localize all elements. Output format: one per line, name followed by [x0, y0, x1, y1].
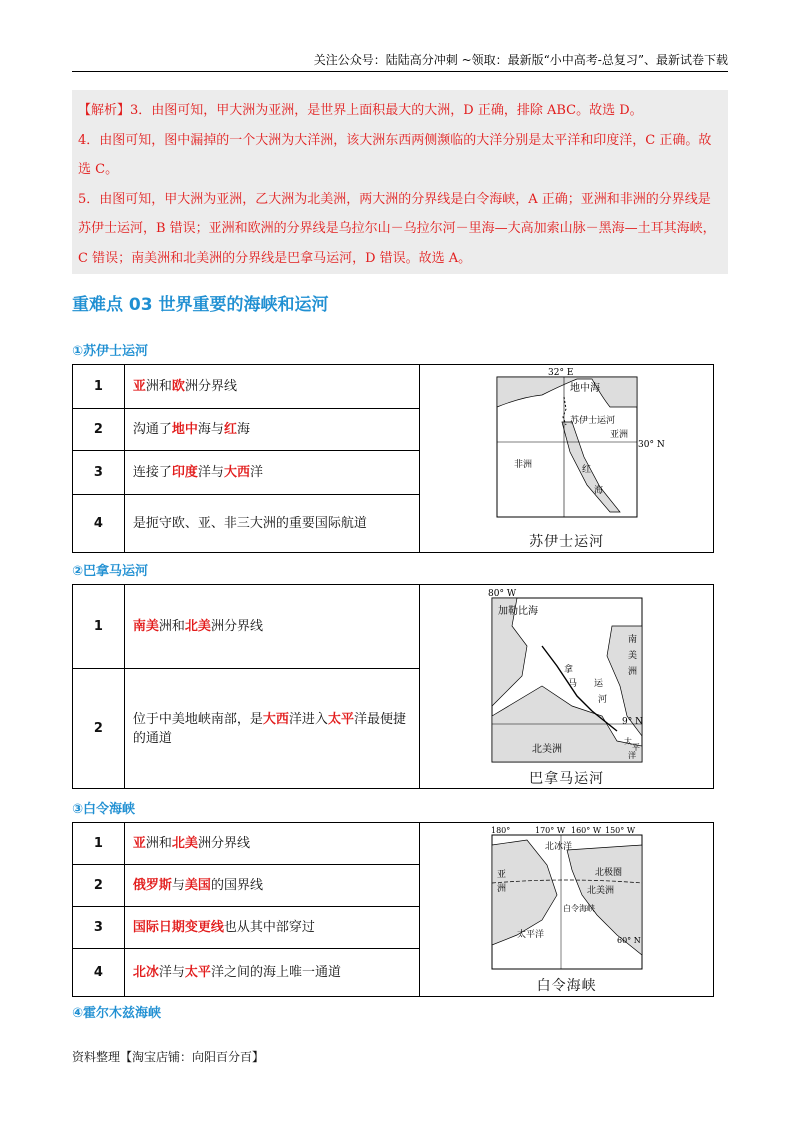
- map-label: 洲: [627, 666, 637, 677]
- header-rule: [72, 71, 728, 72]
- section-title: 重难点 03 世界重要的海峡和运河: [72, 295, 329, 315]
- suez-table: [72, 364, 714, 553]
- text-segment: 是扼守欧、亚、非三大洲的重要国际航道: [132, 516, 367, 531]
- row-number: 3: [73, 451, 125, 495]
- map-caption: 巴拿马运河: [529, 770, 605, 787]
- map-caption: 白令海峡: [536, 977, 597, 994]
- highlight-term: 欧: [171, 379, 185, 394]
- text-segment: 位于中美地峡南部，是: [132, 711, 263, 727]
- map-label: 9° N: [621, 716, 643, 727]
- text-segment: 洋之间的海上唯一通道: [210, 965, 341, 980]
- highlight-term: 美国: [184, 878, 211, 893]
- highlight-term: 俄罗斯: [132, 878, 172, 893]
- highlight-term: 亚: [132, 379, 146, 394]
- map-label: 白令海峡: [562, 903, 595, 913]
- panama-map-graphic: [482, 586, 652, 764]
- map-label: 160° W: [570, 825, 601, 835]
- highlight-term: 红: [223, 422, 237, 437]
- map-label: 北美洲: [586, 885, 614, 896]
- text-segment: 洲和: [145, 379, 172, 394]
- text-segment: 洲和: [158, 619, 185, 634]
- map-caption: 苏伊士运河: [529, 533, 605, 550]
- map-label: 苏伊士运河: [569, 415, 615, 426]
- map-label: 180°: [490, 825, 510, 835]
- subsection-title-suez: ①苏伊士运河: [72, 344, 149, 359]
- bering-table: [72, 822, 714, 997]
- analysis-line-5: 5．由图可知，甲大洲为亚洲，乙大洲为北美洲，两大洲的分界线是白令海峡，A 正确；亚洲和非洲的分界线是苏伊士运河，B 错误；亚洲和欧洲的分界线是乌拉尔山－乌拉尔河－里海—大高加索山脉－黑海—土耳其海峡，C 错误；南美洲和北美洲的分界线是巴拿马运河，D 错误。故选 A。: [78, 191, 716, 266]
- map-label: 亚洲: [609, 429, 628, 440]
- text-segment: 也从其中部穿过: [223, 920, 315, 935]
- row-number: 4: [73, 949, 125, 997]
- map-label: 加勒比海: [497, 605, 538, 617]
- map-label: 北美洲: [531, 743, 562, 755]
- map-label: 运: [593, 678, 603, 689]
- highlight-term: 太平: [327, 711, 354, 727]
- row-text: [124, 865, 419, 907]
- panama-map: [482, 586, 652, 788]
- bering-map: [487, 825, 647, 995]
- row-text: [124, 409, 419, 451]
- subsection-title-hormuz: ④霍尔木兹海峡: [72, 1006, 162, 1021]
- suez-map: [492, 367, 665, 551]
- highlight-term: 大西: [262, 711, 289, 727]
- map-label: 80° W: [487, 588, 516, 599]
- row-text: [124, 365, 419, 409]
- analysis-tag: 【解析】: [78, 103, 131, 118]
- text-segment: 与: [171, 878, 185, 893]
- map-label: 平: [631, 742, 640, 752]
- row-text: [124, 669, 419, 789]
- highlight-term: 北冰: [132, 965, 159, 980]
- row-number: 2: [73, 409, 125, 451]
- map-label: 太平洋: [516, 929, 544, 940]
- highlight-term: 南美: [132, 619, 159, 634]
- bering-map-cell: [420, 823, 714, 997]
- bering-map-graphic: [487, 825, 647, 971]
- table-row: [73, 365, 714, 409]
- map-label: 170° W: [534, 825, 565, 835]
- row-text: [124, 451, 419, 495]
- row-number: 1: [73, 585, 125, 669]
- row-text: [124, 949, 419, 997]
- text-segment: 洋与: [197, 465, 224, 480]
- map-label: 30° N: [637, 439, 665, 450]
- map-label: 洲: [496, 883, 506, 894]
- analysis-line-3: [78, 96, 722, 126]
- map-label: 地中海: [569, 382, 600, 394]
- map-label: 32° E: [547, 367, 574, 378]
- panama-table: [72, 584, 714, 789]
- row-number: 1: [73, 823, 125, 865]
- map-label: 北极圈: [594, 867, 622, 878]
- analysis-line-4: 4．由图可知，图中漏掉的一个大洲为大洋洲，该大洲东西两侧濒临的大洋分别是太平洋和印度洋，C 正确。故选 C。: [78, 132, 712, 177]
- map-label: 洋: [627, 750, 636, 760]
- table-row: [73, 823, 714, 865]
- map-label: 马: [567, 678, 577, 689]
- highlight-term: 大西: [223, 465, 250, 480]
- table-row: [73, 585, 714, 669]
- highlight-term: 国际日期变更线: [132, 920, 224, 935]
- map-label: 南: [627, 634, 637, 645]
- map-label: 非洲: [513, 459, 532, 470]
- subsection-title-bering: ③白令海峡: [72, 802, 136, 817]
- text-segment: 海: [236, 422, 250, 437]
- map-label: 北冰洋: [544, 841, 572, 852]
- highlight-term: 亚: [132, 836, 146, 851]
- map-label: 海: [593, 485, 603, 496]
- map-label: 150° W: [604, 825, 635, 835]
- text-segment: 洋与: [158, 965, 185, 980]
- text-segment: 洋: [249, 465, 263, 480]
- text-segment: 洋最便捷的通道: [132, 711, 406, 746]
- analysis-text: 3．由图可知，甲大洲为亚洲，是世界上面积最大的大洲，D 正确，排除 ABC。故选 D。: [130, 103, 643, 118]
- map-label: 60° N: [616, 935, 641, 945]
- highlight-term: 太平: [184, 965, 211, 980]
- highlight-term: 地中: [171, 422, 198, 437]
- row-text: [124, 823, 419, 865]
- row-text: [124, 495, 419, 553]
- map-label: 太: [623, 736, 632, 746]
- page-header: 关注公众号：陆陆高分冲刺 ~领取：最新版“小中高考-总复习”、最新试卷下载: [313, 53, 728, 67]
- map-label: 亚: [496, 869, 506, 880]
- panama-map-cell: [420, 585, 714, 789]
- suez-map-graphic: [492, 367, 665, 527]
- row-number: 1: [73, 365, 125, 409]
- text-segment: 沟通了: [132, 422, 172, 437]
- map-label: 美: [627, 650, 637, 661]
- highlight-term: 北美: [171, 836, 198, 851]
- row-number: 3: [73, 907, 125, 949]
- highlight-term: 印度: [171, 465, 198, 480]
- map-label: 拿: [563, 664, 573, 675]
- analysis-box: [72, 90, 728, 274]
- suez-map-cell: [420, 365, 714, 553]
- row-number: 4: [73, 495, 125, 553]
- text-segment: 海与: [197, 422, 224, 437]
- highlight-term: 北美: [184, 619, 211, 634]
- text-segment: 洋进入: [288, 711, 328, 727]
- text-segment: 的国界线: [210, 878, 263, 893]
- row-text: [124, 907, 419, 949]
- text-segment: 洲分界线: [197, 836, 250, 851]
- map-label: 河: [597, 694, 607, 705]
- text-segment: 连接了: [132, 465, 172, 480]
- row-text: [124, 585, 419, 669]
- page-footer: 资料整理【淘宝店铺：向阳百分百】: [72, 1050, 265, 1064]
- row-number: 2: [73, 669, 125, 789]
- text-segment: 洲分界线: [184, 379, 237, 394]
- map-label: 红: [581, 464, 591, 475]
- row-number: 2: [73, 865, 125, 907]
- text-segment: 洲和: [145, 836, 172, 851]
- text-segment: 洲分界线: [210, 619, 263, 634]
- subsection-title-panama: ②巴拿马运河: [72, 564, 149, 579]
